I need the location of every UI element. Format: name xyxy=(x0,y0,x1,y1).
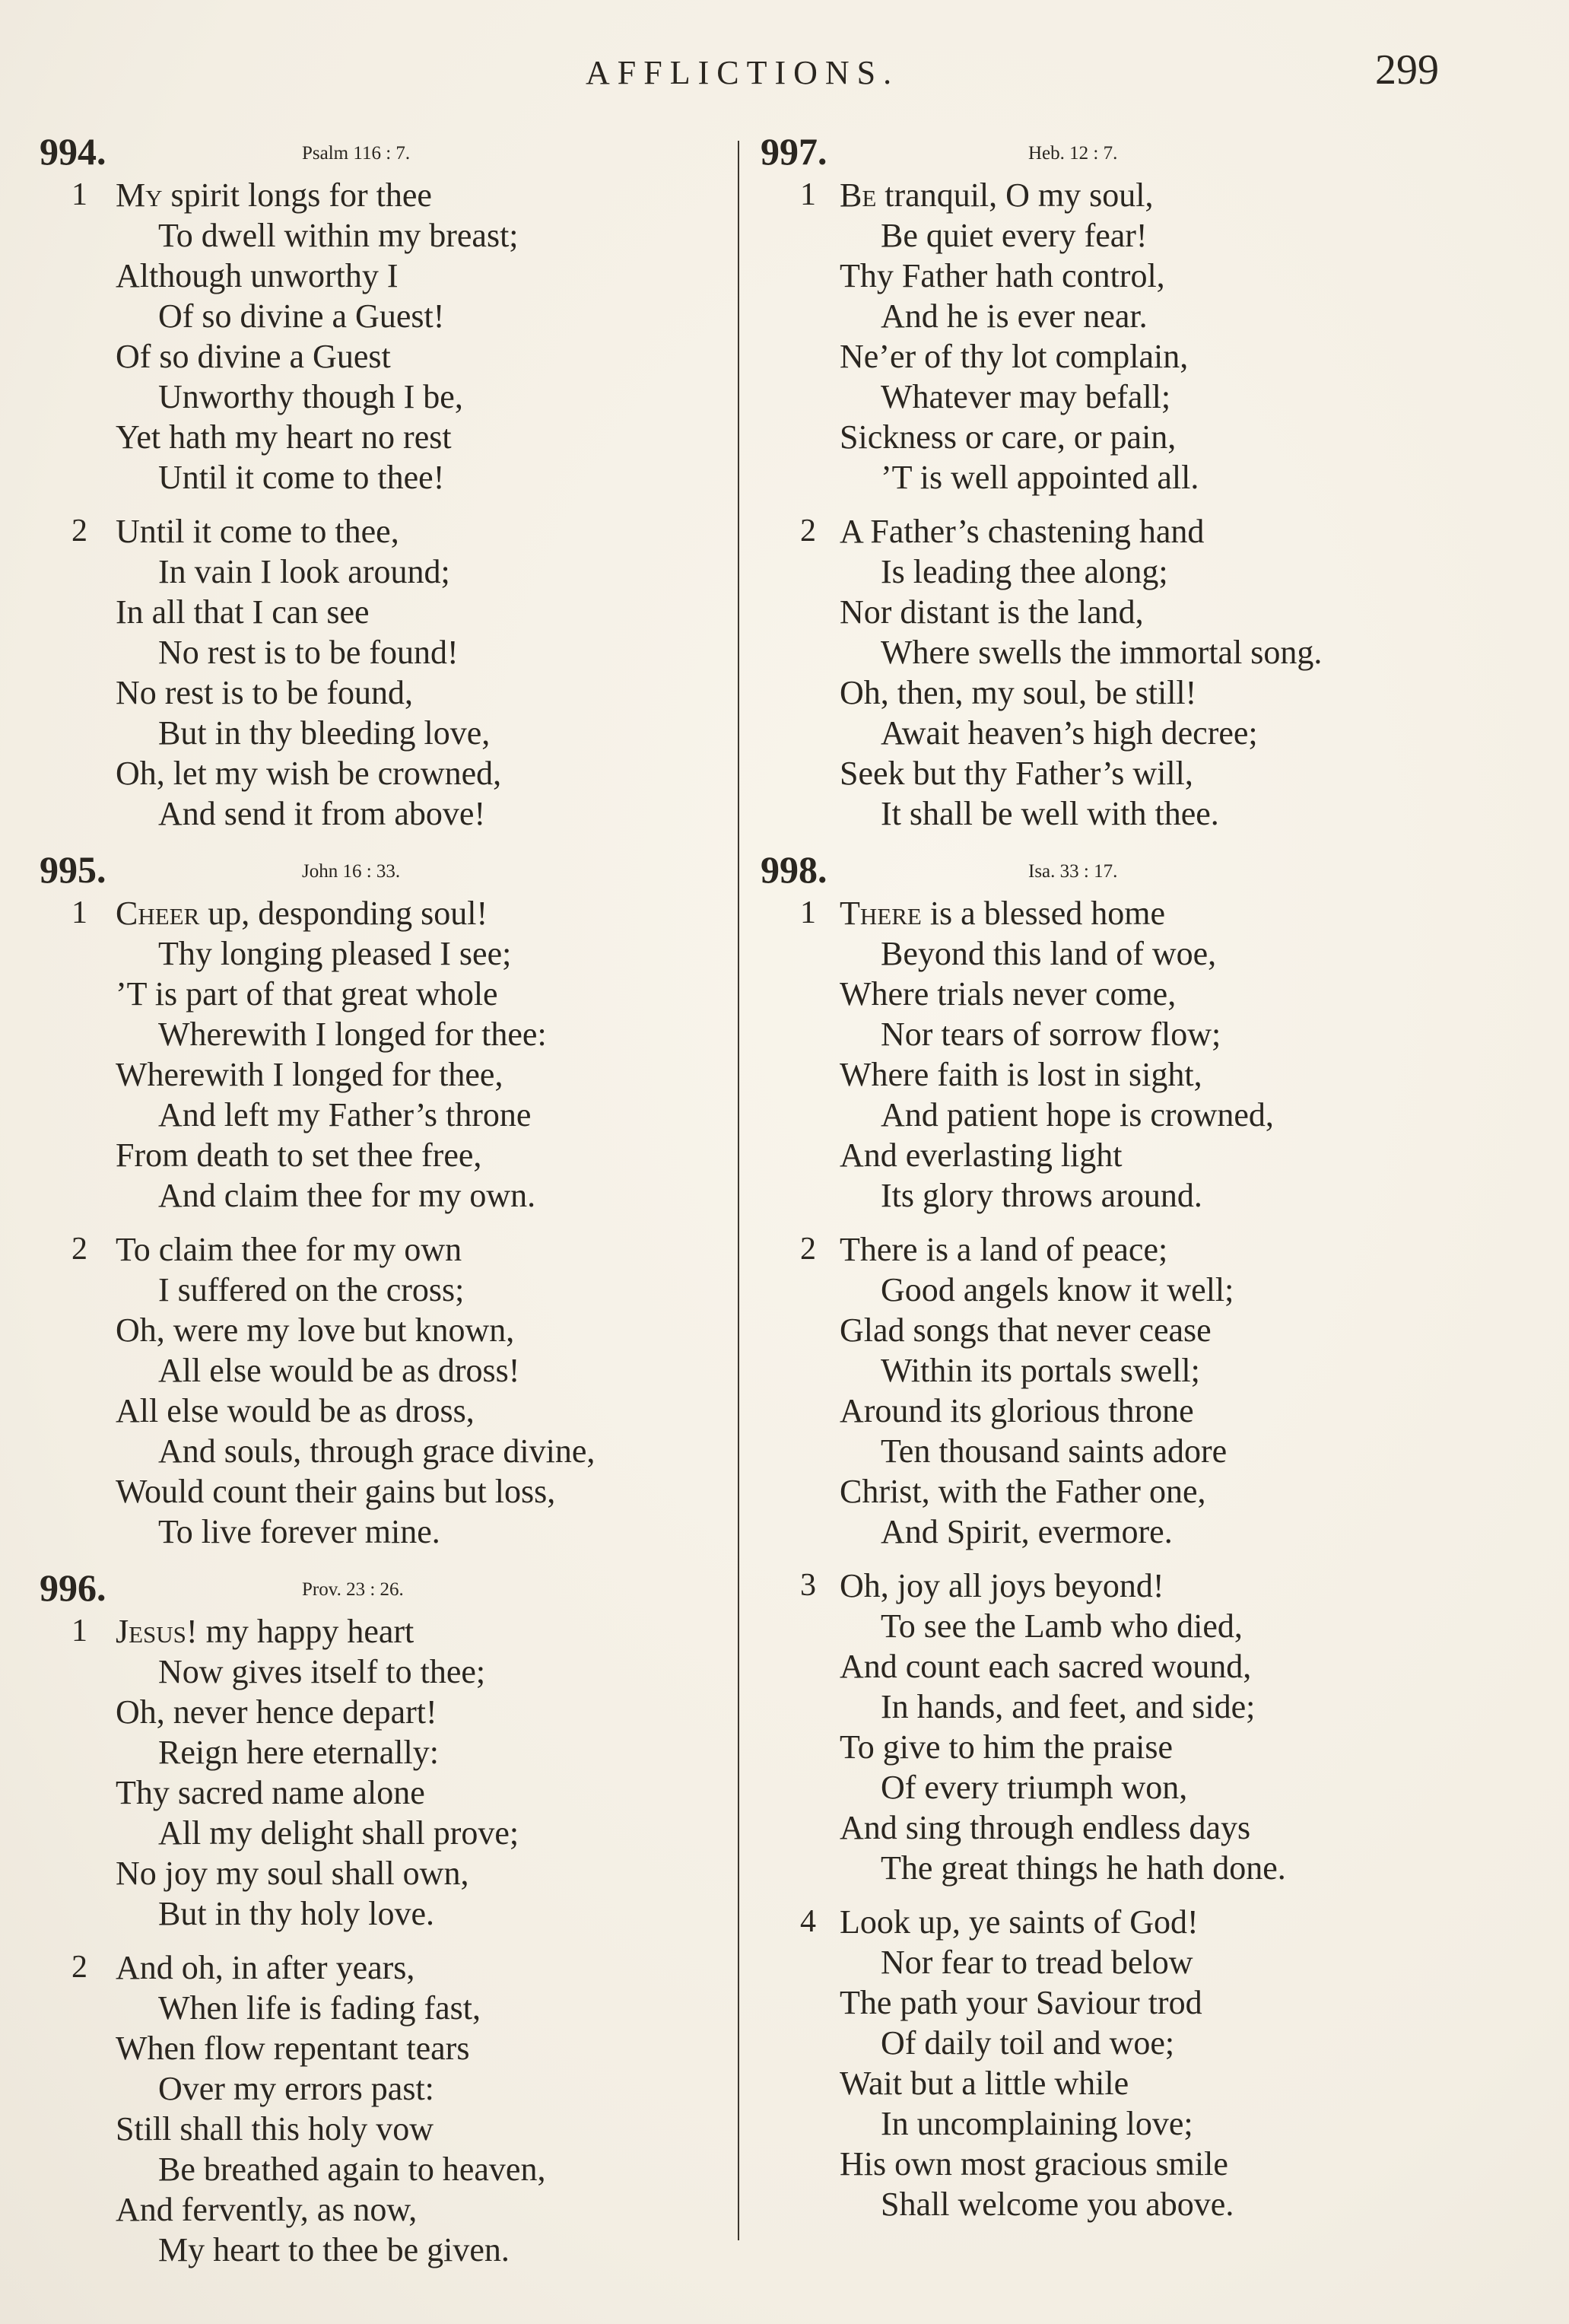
verse-line: Until it come to thee! xyxy=(158,459,445,496)
verse-line: In uncomplaining love; xyxy=(881,2105,1193,2142)
verse-line: All my delight shall prove; xyxy=(158,1814,519,1852)
verse-line xyxy=(761,511,1521,552)
verse-first-word: There xyxy=(840,895,922,932)
verse-line: It shall be well with thee. xyxy=(881,795,1219,832)
stanza-number: 2 xyxy=(800,513,816,548)
verse-line: Sickness or care, or pain, xyxy=(840,418,1177,456)
verse-line: My heart to thee be given. xyxy=(158,2231,510,2268)
stanza-number: 4 xyxy=(800,1904,816,1939)
verse-line xyxy=(40,175,724,215)
verse-first-word: Jesus xyxy=(116,1613,186,1650)
stanza xyxy=(40,1947,724,2270)
stanza xyxy=(40,511,724,834)
page-header xyxy=(0,46,1569,99)
verse-line: Of so divine a Guest! xyxy=(158,297,445,335)
verse-line: And Spirit, evermore. xyxy=(881,1513,1173,1550)
hymn-header xyxy=(761,129,1521,175)
verse-line: To give to him the praise xyxy=(840,1728,1174,1766)
stanza xyxy=(40,175,724,498)
verse-line: Is leading thee along; xyxy=(881,553,1168,590)
verse-line: In hands, and feet, and side; xyxy=(881,1688,1256,1725)
verse-line: Of so divine a Guest xyxy=(116,338,391,375)
verse-line: And he is ever near. xyxy=(881,297,1148,335)
verse-line: Whatever may befall; xyxy=(881,378,1171,415)
verse-line: Be breathed again to heaven, xyxy=(158,2151,546,2188)
stanza-number: 1 xyxy=(800,895,816,930)
verse-line: ’T is part of that great whole xyxy=(116,975,498,1013)
verse-line: Thy Father hath control, xyxy=(840,257,1165,294)
hymn xyxy=(40,1566,724,2270)
stanza-number: 1 xyxy=(71,177,87,212)
verse-line-text: Look up, ye saints of God! xyxy=(840,1903,1199,1941)
stanza xyxy=(40,893,724,1216)
stanza-number: 2 xyxy=(71,1950,87,1985)
verse-line: When life is fading fast, xyxy=(158,1989,481,2027)
verse-line xyxy=(40,893,724,933)
verse-line-text: There is a land of peace; xyxy=(840,1231,1168,1268)
verse-line: All else would be as dross, xyxy=(116,1392,475,1429)
hymn xyxy=(761,129,1521,834)
verse-line: Thy longing pleased I see; xyxy=(158,935,512,972)
verse-line: Thy sacred name alone xyxy=(116,1774,425,1811)
verse-line: Wherewith I longed for thee, xyxy=(116,1056,503,1093)
verse-line: Nor tears of sorrow flow; xyxy=(881,1016,1221,1053)
verse-line: To dwell within my breast; xyxy=(158,217,519,254)
verse-line: Glad songs that never cease xyxy=(840,1311,1212,1349)
verse-line: From death to set thee free, xyxy=(116,1137,482,1174)
left-column xyxy=(40,129,724,2284)
verse-line: No rest is to be found, xyxy=(116,674,414,711)
verse-line xyxy=(40,511,724,552)
verse-first-word: Cheer xyxy=(116,895,200,932)
verse-line: Oh, let my wish be crowned, xyxy=(116,755,502,792)
verse-line xyxy=(761,1902,1521,1942)
verse-line: Over my errors past: xyxy=(158,2070,434,2107)
verse-line: Oh, never hence depart! xyxy=(116,1693,437,1731)
scripture-reference: Prov. 23 : 26. xyxy=(302,1579,404,1600)
verse-line: Around its glorious throne xyxy=(840,1392,1194,1429)
verse-line: Within its portals swell; xyxy=(881,1352,1200,1389)
verse-line-text: Oh, joy all joys beyond! xyxy=(840,1567,1164,1604)
stanza xyxy=(761,1566,1521,1888)
hymn xyxy=(40,129,724,834)
verse-line: No joy my soul shall own, xyxy=(116,1855,469,1892)
verse-line-text: tranquil, O my soul, xyxy=(876,176,1154,214)
verse-line: Wait but a little while xyxy=(840,2065,1129,2102)
hymn-number: 998. xyxy=(761,848,827,891)
hymn-header xyxy=(40,1566,724,1611)
stanza-number: 1 xyxy=(800,177,816,212)
column-divider xyxy=(738,141,739,2240)
verse-line: When flow repentant tears xyxy=(116,2030,470,2067)
verse-line: Oh, then, my soul, be still! xyxy=(840,674,1197,711)
hymn xyxy=(761,847,1521,2224)
verse-line: The path your Saviour trod xyxy=(840,1984,1202,2021)
verse-line: And claim thee for my own. xyxy=(158,1177,536,1214)
verse-line: To see the Lamb who died, xyxy=(881,1607,1243,1645)
verse-line xyxy=(40,1611,724,1652)
verse-line: No rest is to be found! xyxy=(158,634,459,671)
verse-line: Where faith is lost in sight, xyxy=(840,1056,1202,1093)
verse-line-text: spirit longs for thee xyxy=(162,176,432,214)
stanza xyxy=(761,175,1521,498)
stanza xyxy=(40,1229,724,1552)
stanza-number: 1 xyxy=(71,1613,87,1648)
verse-line: All else would be as dross! xyxy=(158,1352,520,1389)
verse-line: Beyond this land of woe, xyxy=(881,935,1217,972)
verse-line: And everlasting light xyxy=(840,1137,1123,1174)
verse-line: Reign here eternally: xyxy=(158,1734,439,1771)
verse-first-word: Be xyxy=(840,176,877,214)
verse-line: Ten thousand saints adore xyxy=(881,1432,1228,1470)
verse-line: Wherewith I longed for thee: xyxy=(158,1016,547,1053)
hymn-header xyxy=(40,129,724,175)
scripture-reference: John 16 : 33. xyxy=(302,861,401,882)
hymn-number: 994. xyxy=(40,130,106,173)
verse-line: Await heaven’s high decree; xyxy=(881,714,1258,752)
page-number: 299 xyxy=(1375,46,1439,94)
hymn-number: 995. xyxy=(40,848,106,891)
verse-line: Of daily toil and woe; xyxy=(881,2024,1175,2062)
verse-line xyxy=(761,893,1521,933)
verse-line: I suffered on the cross; xyxy=(158,1271,465,1308)
verse-line xyxy=(761,175,1521,215)
verse-line: Now gives itself to thee; xyxy=(158,1653,486,1690)
stanza-number: 2 xyxy=(71,1232,87,1267)
stanza xyxy=(761,893,1521,1216)
verse-line: And send it from above! xyxy=(158,795,486,832)
scripture-reference: Isa. 33 : 17. xyxy=(1028,861,1118,882)
scripture-reference: Heb. 12 : 7. xyxy=(1028,143,1118,164)
verse-line: Although unworthy I xyxy=(116,257,399,294)
verse-line: But in thy bleeding love, xyxy=(158,714,491,752)
hymn xyxy=(40,847,724,1552)
verse-line: Seek but thy Father’s will, xyxy=(840,755,1193,792)
hymn-number: 996. xyxy=(40,1566,106,1609)
hymn-number: 997. xyxy=(761,130,827,173)
verse-line: In all that I can see xyxy=(116,593,370,631)
hymn-header xyxy=(40,847,724,893)
verse-line: But in thy holy love. xyxy=(158,1895,434,1932)
verse-line xyxy=(40,1229,724,1270)
verse-line: In vain I look around; xyxy=(158,553,450,590)
verse-line: Yet hath my heart no rest xyxy=(116,418,452,456)
verse-line: Shall welcome you above. xyxy=(881,2186,1234,2223)
stanza-number: 3 xyxy=(800,1568,816,1603)
verse-line: Nor distant is the land, xyxy=(840,593,1144,631)
verse-line: Still shall this holy vow xyxy=(116,2110,434,2148)
verse-line xyxy=(40,1947,724,1988)
verse-line-text: And oh, in after years, xyxy=(116,1949,415,1986)
verse-line: To live forever mine. xyxy=(158,1513,440,1550)
stanza-number: 2 xyxy=(800,1232,816,1267)
verse-line: Where swells the immortal song. xyxy=(881,634,1323,671)
running-title: AFFLICTIONS. xyxy=(586,54,900,91)
verse-line: Ne’er of thy lot complain, xyxy=(840,338,1189,375)
verse-line: Its glory throws around. xyxy=(881,1177,1202,1214)
verse-line: Good angels know it well; xyxy=(881,1271,1234,1308)
right-column xyxy=(761,129,1521,2238)
verse-line: And souls, through grace divine, xyxy=(158,1432,596,1470)
verse-line xyxy=(761,1229,1521,1270)
stanza xyxy=(761,511,1521,834)
verse-line: Nor fear to tread below xyxy=(881,1944,1193,1981)
verse-line: Be quiet every fear! xyxy=(881,217,1148,254)
stanza-number: 1 xyxy=(71,895,87,930)
verse-line: Christ, with the Father one, xyxy=(840,1473,1206,1510)
verse-line: His own most gracious smile xyxy=(840,2145,1228,2183)
verse-line-text: Until it come to thee, xyxy=(116,513,399,550)
verse-line: The great things he hath done. xyxy=(881,1849,1286,1887)
verse-first-word: My xyxy=(116,176,163,214)
verse-line-text: up, desponding soul! xyxy=(199,895,488,932)
stanza xyxy=(40,1611,724,1934)
verse-line: And fervently, as now, xyxy=(116,2191,418,2228)
verse-line: Would count their gains but loss, xyxy=(116,1473,556,1510)
stanza xyxy=(761,1229,1521,1552)
verse-line: Oh, were my love but known, xyxy=(116,1311,515,1349)
verse-line-text: To claim thee for my own xyxy=(116,1231,462,1268)
verse-line: And sing through endless days xyxy=(840,1809,1251,1846)
verse-line: And count each sacred wound, xyxy=(840,1648,1252,1685)
scripture-reference: Psalm 116 : 7. xyxy=(302,143,411,164)
verse-line: And patient hope is crowned, xyxy=(881,1096,1274,1133)
verse-line: Of every triumph won, xyxy=(881,1769,1188,1806)
verse-line-text: ! my happy heart xyxy=(186,1613,414,1650)
verse-line-text: is a blessed home xyxy=(921,895,1165,932)
verse-line-text: A Father’s chastening hand xyxy=(840,513,1205,550)
verse-line: ’T is well appointed all. xyxy=(881,459,1199,496)
stanza xyxy=(761,1902,1521,2224)
verse-line: Unworthy though I be, xyxy=(158,378,463,415)
verse-line: Where trials never come, xyxy=(840,975,1177,1013)
stanza-number: 2 xyxy=(71,513,87,548)
verse-line: And left my Father’s throne xyxy=(158,1096,532,1133)
hymn-header xyxy=(761,847,1521,893)
verse-line xyxy=(761,1566,1521,1606)
